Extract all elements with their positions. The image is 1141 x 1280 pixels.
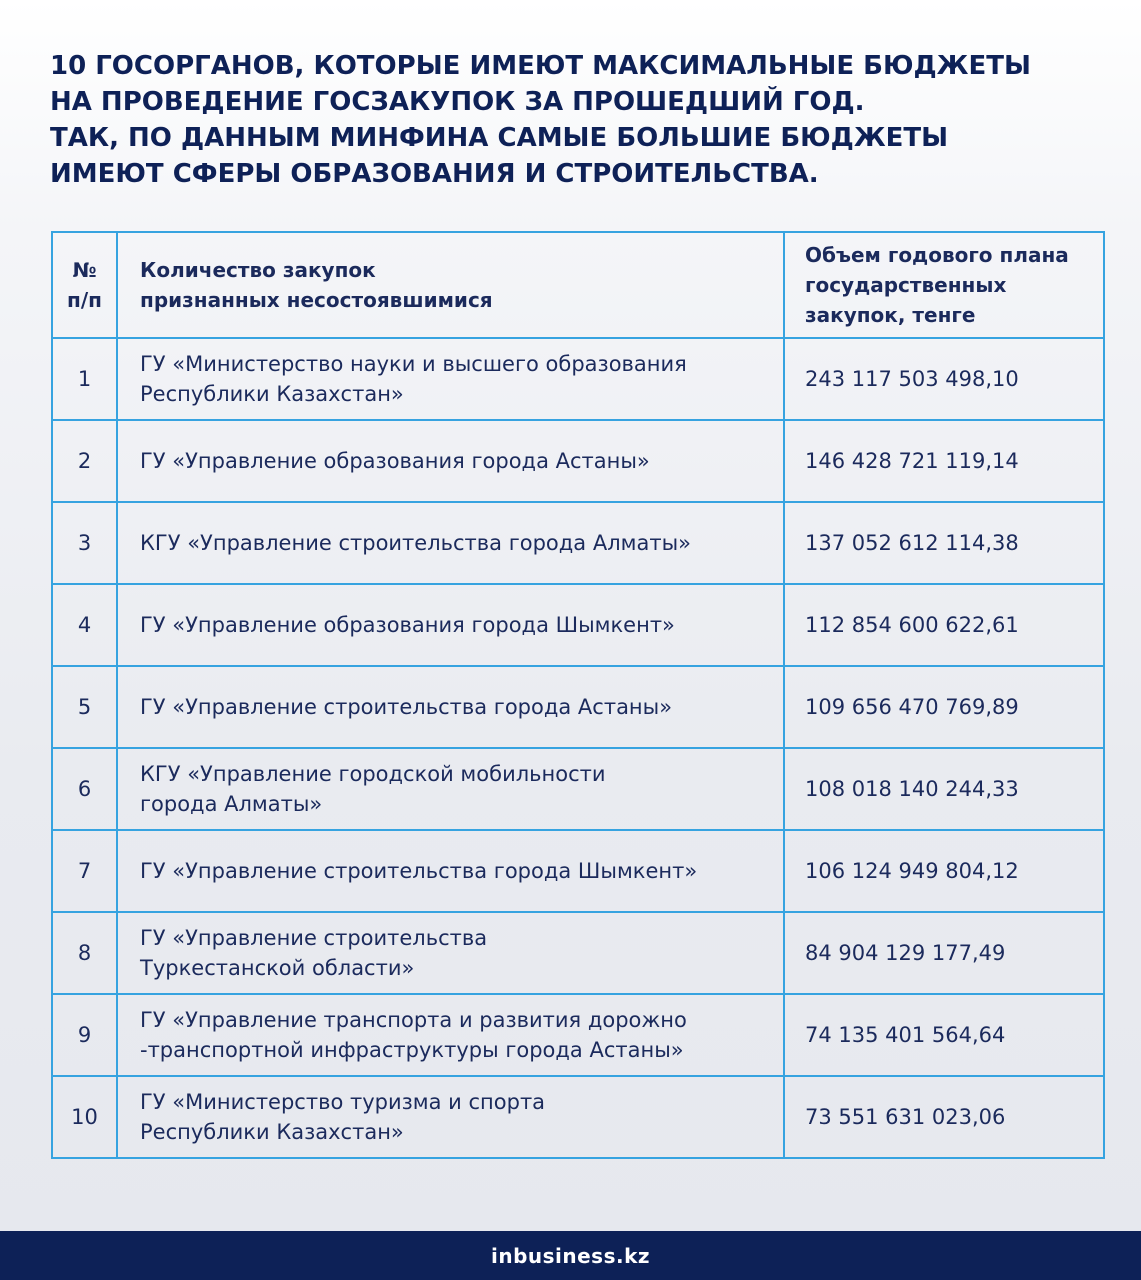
organization-name-line: ГУ «Министерство науки и высшего образования	[140, 352, 687, 376]
organization-name-line: Республики Казахстан»	[140, 382, 404, 406]
table-row	[52, 338, 1104, 420]
row-number: 2	[52, 420, 117, 502]
organization-name	[117, 338, 784, 420]
budget-value: 112 854 600 622,61	[784, 584, 1104, 666]
organization-name-line: КГУ «Управление строительства города Алматы»	[140, 531, 691, 555]
table-row	[52, 748, 1104, 830]
budget-value: 108 018 140 244,33	[784, 748, 1104, 830]
table-row	[52, 420, 1104, 502]
budget-table	[51, 231, 1105, 1159]
title-line: ИМЕЮТ СФЕРЫ ОБРАЗОВАНИЯ И СТРОИТЕЛЬСТВА.	[50, 159, 819, 189]
header-organization: Количество закупок признанных несостоявшимися	[117, 232, 784, 338]
table-row	[52, 912, 1104, 994]
page-title	[50, 48, 1090, 192]
table-row	[52, 1076, 1104, 1158]
organization-name	[117, 830, 784, 912]
budget-value: 106 124 949 804,12	[784, 830, 1104, 912]
organization-name-line: -транспортной инфраструктуры города Астаны»	[140, 1038, 684, 1062]
organization-name-line: ГУ «Управление строительства города Шымкент»	[140, 859, 698, 883]
budget-value: 109 656 470 769,89	[784, 666, 1104, 748]
header-budget-volume: Объем годового плана государственных закупок, тенге	[784, 232, 1104, 338]
organization-name	[117, 748, 784, 830]
organization-name-line: ГУ «Управление транспорта и развития дорожно	[140, 1008, 687, 1032]
organization-name-line: ГУ «Управление строительства города Астаны»	[140, 695, 673, 719]
budget-value: 73 551 631 023,06	[784, 1076, 1104, 1158]
organization-name-line: ГУ «Управление образования города Шымкент»	[140, 613, 675, 637]
table-row	[52, 666, 1104, 748]
title-line: 10 ГОСОРГАНОВ, КОТОРЫЕ ИМЕЮТ МАКСИМАЛЬНЫЕ БЮДЖЕТЫ	[50, 51, 1031, 81]
organization-name	[117, 584, 784, 666]
organization-name	[117, 994, 784, 1076]
organization-name	[117, 502, 784, 584]
header-number: № п/п	[52, 232, 117, 338]
row-number: 4	[52, 584, 117, 666]
row-number: 6	[52, 748, 117, 830]
table-row	[52, 502, 1104, 584]
footer-bar	[0, 1231, 1141, 1280]
budget-value: 243 117 503 498,10	[784, 338, 1104, 420]
budget-value: 74 135 401 564,64	[784, 994, 1104, 1076]
organization-name	[117, 666, 784, 748]
row-number: 9	[52, 994, 117, 1076]
organization-name-line: ГУ «Управление образования города Астаны»	[140, 449, 650, 473]
title-line: ТАК, ПО ДАННЫМ МИНФИНА САМЫЕ БОЛЬШИЕ БЮДЖЕТЫ	[50, 123, 949, 153]
row-number: 1	[52, 338, 117, 420]
table-row	[52, 994, 1104, 1076]
organization-name-line: КГУ «Управление городской мобильности	[140, 762, 606, 786]
budget-value: 84 904 129 177,49	[784, 912, 1104, 994]
organization-name	[117, 912, 784, 994]
row-number: 5	[52, 666, 117, 748]
row-number: 7	[52, 830, 117, 912]
organization-name-line: ГУ «Министерство туризма и спорта	[140, 1090, 546, 1114]
table-row	[52, 584, 1104, 666]
budget-value: 146 428 721 119,14	[784, 420, 1104, 502]
organization-name	[117, 420, 784, 502]
organization-name-line: ГУ «Управление строительства	[140, 926, 488, 950]
table-header-row	[52, 232, 1104, 338]
row-number: 8	[52, 912, 117, 994]
organization-name-line: Республики Казахстан»	[140, 1120, 404, 1144]
row-number: 10	[52, 1076, 117, 1158]
row-number: 3	[52, 502, 117, 584]
organization-name-line: Туркестанской области»	[140, 956, 415, 980]
site-logo: inbusiness.kz	[490, 1243, 651, 1268]
title-line: НА ПРОВЕДЕНИЕ ГОСЗАКУПОК ЗА ПРОШЕДШИЙ ГОД.	[50, 87, 865, 117]
table-row	[52, 830, 1104, 912]
budget-value: 137 052 612 114,38	[784, 502, 1104, 584]
organization-name	[117, 1076, 784, 1158]
organization-name-line: города Алматы»	[140, 792, 323, 816]
